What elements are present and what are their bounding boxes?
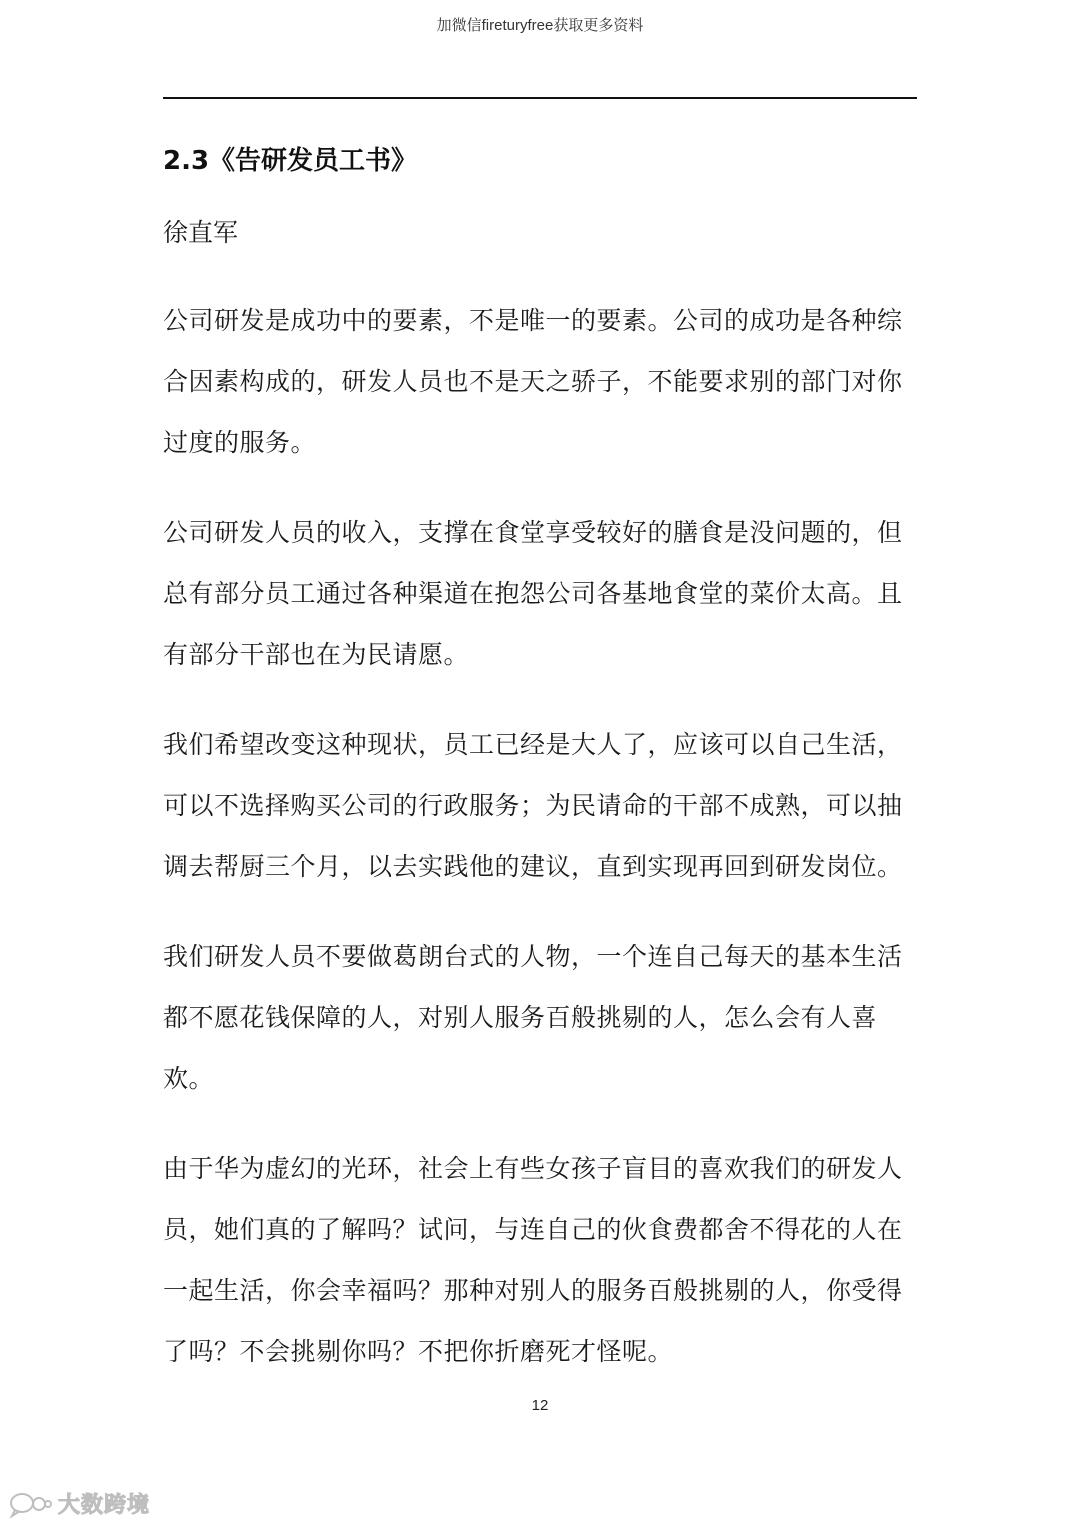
document-body bbox=[163, 136, 921, 1411]
chat-bubble-logo-icon bbox=[8, 1489, 52, 1519]
watermark-text: 大数跨境 bbox=[58, 1493, 151, 1518]
watermark bbox=[8, 1488, 150, 1519]
paragraph-5: 由于华为虚幻的光环，社会上有些女孩子盲目的喜欢我们的研发人员，她们真的了解吗？试问，与连自己的伙食费都舍不得花的人在一起生活，你会幸福吗？那种对别人的服务百般挑剔的人，你受得了吗？不会挑剔你吗？不把你折磨死才怪呢。 bbox=[163, 1154, 903, 1366]
paragraph-2: 公司研发人员的收入，支撑在食堂享受较好的膳食是没问题的，但总有部分员工通过各种渠道在抱怨公司各基地食堂的菜价太高。且有部分干部也在为民请愿。 bbox=[163, 518, 903, 669]
paragraph-3: 我们希望改变这种现状，员工已经是大人了，应该可以自己生活，可以不选择购买公司的行政服务；为民请命的干部不成熟，可以抽调去帮厨三个月，以去实践他的建议，直到实现再回到研发岗位。 bbox=[163, 730, 903, 881]
header-divider bbox=[163, 97, 917, 99]
page-header: 加微信fireturyfree获取更多资料 bbox=[436, 17, 644, 34]
section-title: 2.3《告研发员工书》 bbox=[163, 146, 418, 176]
page-number: 12 bbox=[531, 1397, 549, 1414]
paragraph-4: 我们研发人员不要做葛朗台式的人物，一个连自己每天的基本生活都不愿花钱保障的人，对别人服务百般挑剔的人，怎么会有人喜欢。 bbox=[163, 942, 903, 1093]
paragraph-1: 公司研发是成功中的要素，不是唯一的要素。公司的成功是各种综合因素构成的，研发人员也不是天之骄子，不能要求别的部门对你过度的服务。 bbox=[163, 306, 903, 457]
author-name: 徐直军 bbox=[163, 218, 239, 247]
